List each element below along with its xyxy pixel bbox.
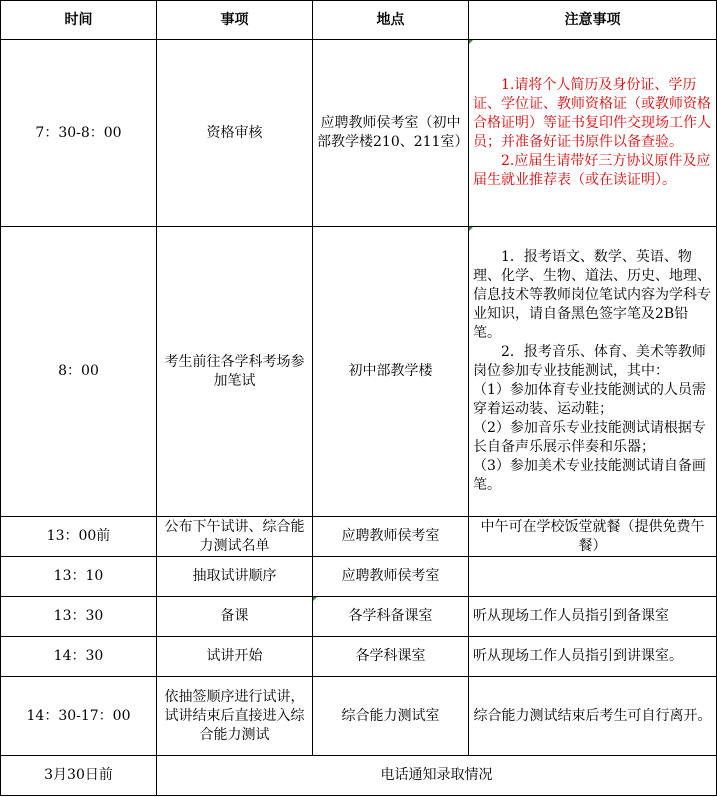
row-notes: [469, 227, 717, 517]
row-item: 公布下午试讲、综合能力测试名单: [157, 517, 313, 557]
header-notes: 注意事项: [469, 1, 717, 40]
row-merged-note: 电话通知录取情况: [157, 756, 717, 796]
row-time: 7：30-8：00: [1, 40, 157, 227]
row-place: 各学科备课室: [313, 597, 469, 637]
row-item: 抽取试讲顺序: [157, 557, 313, 597]
table-row: [1, 597, 717, 637]
note-line: 2.应届生请带好三方协议原件及应届生就业推荐表（或在读证明）。: [473, 153, 711, 188]
header-row: [1, 1, 717, 40]
table-row: [1, 40, 717, 227]
row-place: 应聘教师侯考室（初中部教学楼210、211室）: [313, 40, 469, 227]
row-notes: [469, 40, 717, 227]
row-time: 13：30: [1, 597, 157, 637]
row-time: 13：10: [1, 557, 157, 597]
row-notes: 综合能力测试结束后考生可自行离开。: [469, 677, 717, 756]
row-place: 初中部教学楼: [313, 227, 469, 517]
row-time: 8：00: [1, 227, 157, 517]
table-row: [1, 517, 717, 557]
note-line: 2．报考音乐、体育、美术等教师岗位参加专业技能测试，其中：: [473, 344, 706, 379]
note-line: 1．报考语文、数学、英语、物理、化学、生物、道法、历史、地理、信息技术等教师岗位笔试内容为学科专业知识，请自备黑色签字笔及2B铅笔。: [473, 249, 711, 341]
note-line: 1.请将个人简历及身份证、学历证、学位证、教师资格证（或教师资格合格证明）等证书复印件交现场工作人员；并准备好证书原件以备查验。: [473, 77, 711, 150]
row-place: 应聘教师侯考室: [313, 517, 469, 557]
header-place: 地点: [313, 1, 469, 40]
row-item: 考生前往各学科考场参加笔试: [157, 227, 313, 517]
table-row: [1, 677, 717, 756]
note-line: （1）参加体育专业技能测试的人员需穿着运动装、运动鞋；: [473, 382, 706, 417]
row-notes: [469, 557, 717, 597]
row-notes: 听从现场工作人员指引到讲课室。: [469, 637, 717, 677]
row-time: 13：00前: [1, 517, 157, 557]
table-row: [1, 227, 717, 517]
header-time: 时间: [1, 1, 157, 40]
row-item: 备课: [157, 597, 313, 637]
row-item: 资格审核: [157, 40, 313, 227]
row-notes: 听从现场工作人员指引到备课室: [469, 597, 717, 637]
header-item: 事项: [157, 1, 313, 40]
row-item: 试讲开始: [157, 637, 313, 677]
row-time: 3月30日前: [1, 756, 157, 796]
table-row: [1, 557, 717, 597]
row-place: 应聘教师侯考室: [313, 557, 469, 597]
row-notes: 中午可在学校饭堂就餐（提供免费午餐）: [469, 517, 717, 557]
row-place: 各学科课室: [313, 637, 469, 677]
table-row: [1, 637, 717, 677]
note-line: （3）参加美术专业技能测试请自备画笔。: [473, 458, 706, 493]
row-place: 综合能力测试室: [313, 677, 469, 756]
note-line: （2）参加音乐专业技能测试请根据专长自备声乐展示伴奏和乐器；: [473, 420, 706, 455]
row-time: 14：30-17：00: [1, 677, 157, 756]
row-time: 14：30: [1, 637, 157, 677]
row-item: 依抽签顺序进行试讲，试讲结束后直接进入综合能力测试: [157, 677, 313, 756]
table-row: [1, 756, 717, 796]
